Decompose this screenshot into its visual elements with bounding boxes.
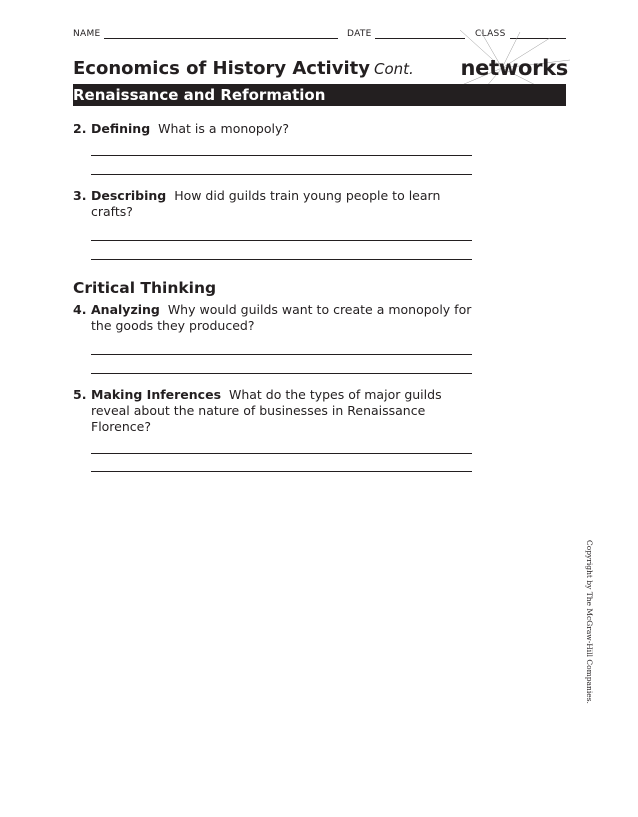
class-label: CLASS	[475, 29, 506, 39]
question-4	[73, 302, 473, 334]
title-main: Economics of History Activity	[73, 58, 370, 79]
question-text: What is a monopoly?	[158, 121, 289, 136]
name-label: NAME	[73, 29, 101, 39]
answer-line[interactable]	[91, 174, 472, 175]
answer-line[interactable]	[91, 240, 472, 241]
answer-line[interactable]	[91, 453, 472, 454]
chapter-banner	[73, 84, 566, 106]
answer-line[interactable]	[91, 354, 472, 355]
student-info-header	[73, 28, 566, 42]
question-keyword: Making Inferences	[91, 387, 222, 402]
answer-line[interactable]	[91, 259, 472, 260]
question-2	[73, 121, 473, 137]
name-field[interactable]	[104, 38, 338, 39]
banner-title: Renaissance and Reformation	[73, 86, 326, 104]
question-text: What do the types of major guilds reveal about the nature of businesses in Renaissance Florence?	[91, 387, 442, 434]
question-text: How did guilds train young people to learn crafts?	[91, 188, 441, 219]
date-label: DATE	[347, 29, 372, 39]
question-5	[73, 387, 473, 435]
question-number: 2.	[73, 121, 87, 136]
question-keyword: Analyzing	[91, 302, 160, 317]
answer-line[interactable]	[91, 373, 472, 374]
class-field[interactable]	[510, 38, 566, 39]
answer-line[interactable]	[91, 471, 472, 472]
networks-logo	[440, 55, 568, 83]
question-keyword: Defining	[91, 121, 151, 136]
question-number: 3.	[73, 188, 87, 203]
answer-line[interactable]	[91, 155, 472, 156]
question-number: 5.	[73, 387, 87, 402]
date-field[interactable]	[375, 38, 465, 39]
question-number: 4.	[73, 302, 87, 317]
critical-thinking-heading: Critical Thinking	[73, 279, 217, 297]
logo-wordmark: networks	[460, 56, 568, 80]
page-title	[73, 58, 414, 79]
question-keyword: Describing	[91, 188, 167, 203]
question-text: Why would guilds want to create a monopoly for the goods they produced?	[91, 302, 472, 333]
question-3	[73, 188, 473, 220]
title-cont: Cont.	[373, 60, 414, 78]
copyright-notice: Copyright by The McGraw-Hill Companies.	[585, 540, 594, 704]
